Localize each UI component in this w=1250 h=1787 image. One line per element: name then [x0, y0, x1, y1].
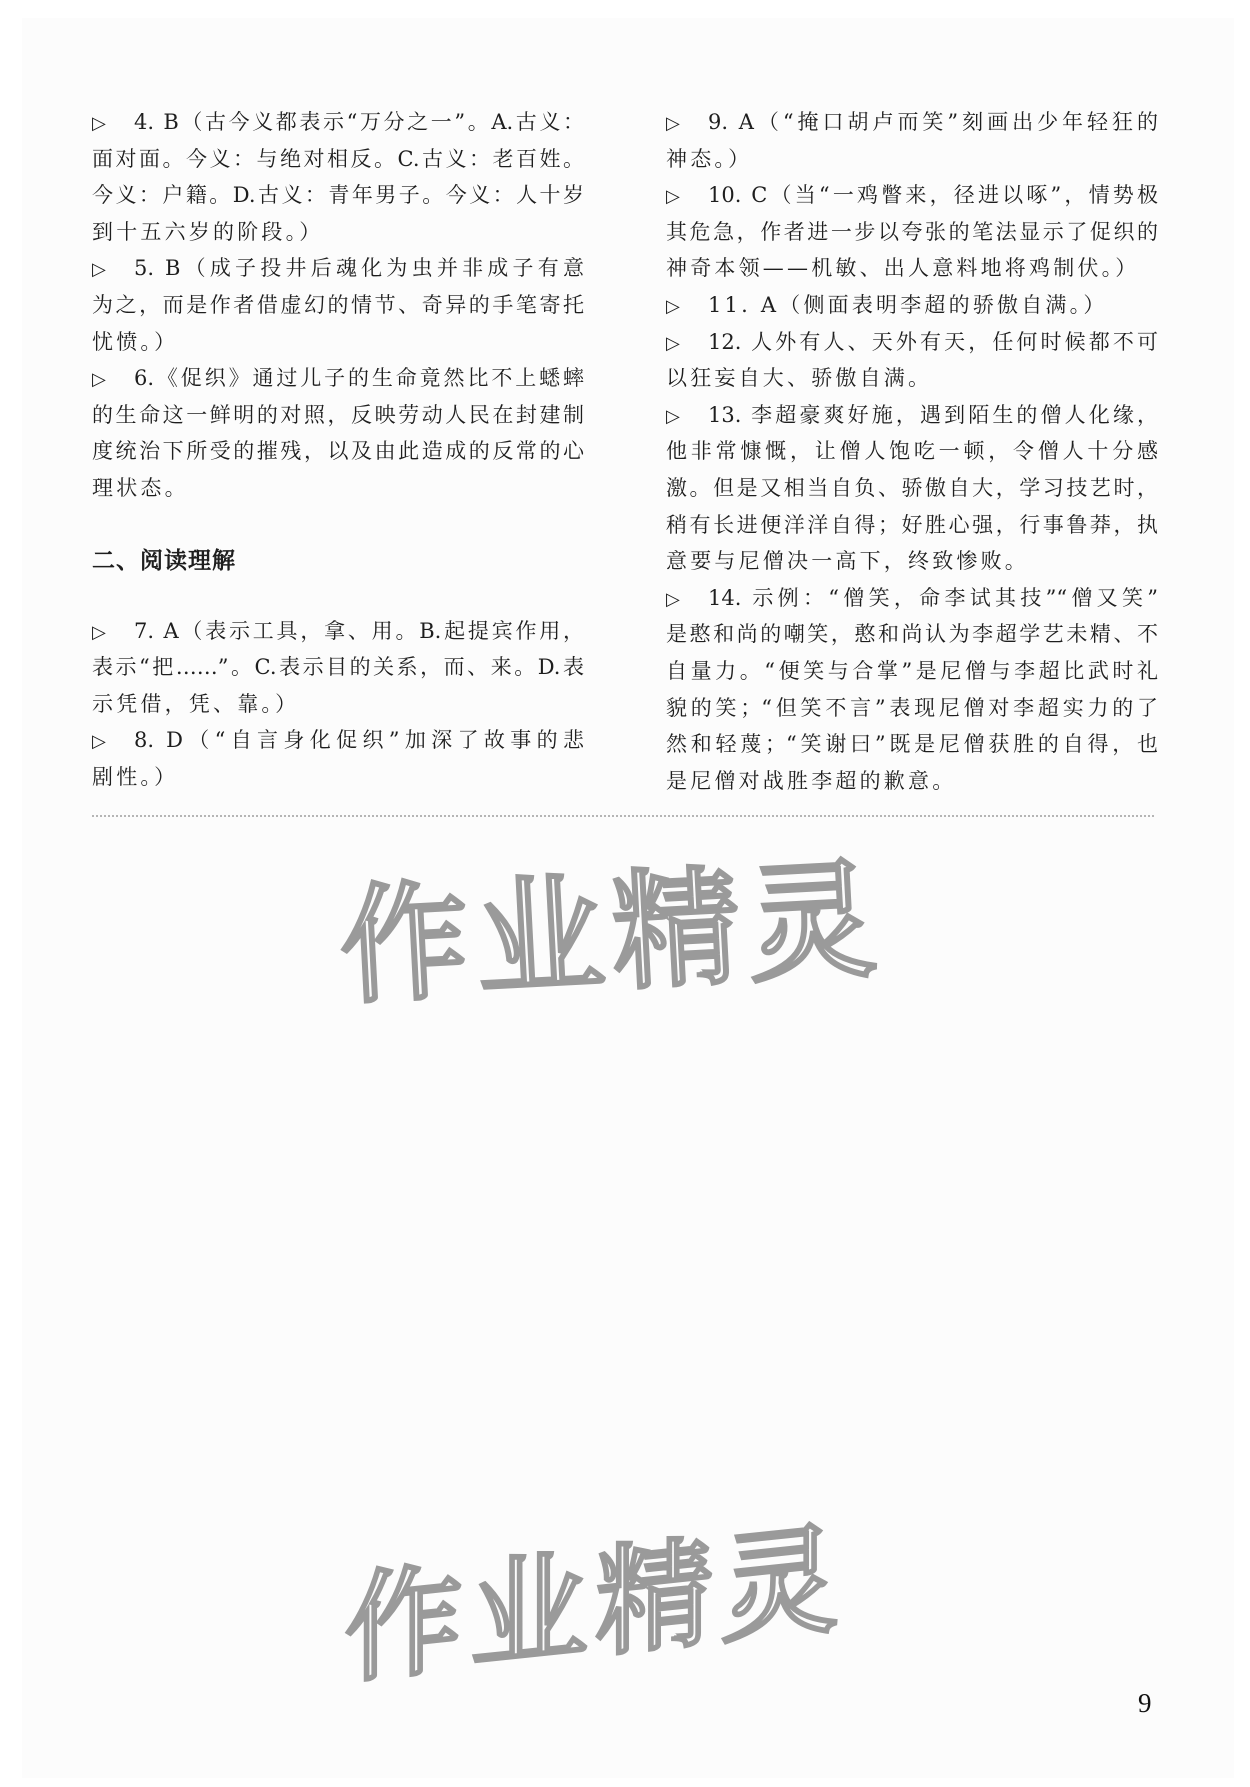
answer-item-8 — [92, 722, 584, 795]
answer-item-9 — [666, 104, 1158, 177]
answer-line — [666, 177, 1158, 214]
answer-line: 以狂妄自大、骄傲自满。 — [666, 366, 933, 391]
answer-text: 11. A（侧面表明李超的骄傲自满。） — [708, 292, 1108, 317]
answer-text: 7. A（表示工具，拿、用。B.起提宾作用， — [134, 618, 584, 643]
triangle-marker-icon: ▷ — [666, 588, 680, 610]
right-column — [666, 104, 1158, 799]
answer-item-11 — [666, 287, 1158, 324]
answer-line: 稍有长进便洋洋自得；好胜心强，行事鲁莽，执 — [666, 512, 1158, 537]
answer-line: 意要与尼僧决一高下，终致惨败。 — [666, 549, 1029, 574]
answer-line: 今义：户籍。D.古义：青年男子。今义：人十岁 — [92, 183, 584, 208]
watermark-upper: 作业精灵 — [336, 845, 888, 1023]
triangle-marker-icon: ▷ — [666, 295, 680, 317]
triangle-marker-icon: ▷ — [92, 113, 106, 134]
answer-line — [92, 613, 584, 650]
answer-line: 剧性。） — [92, 764, 179, 789]
triangle-marker-icon: ▷ — [666, 332, 680, 354]
triangle-marker-icon: ▷ — [92, 621, 106, 643]
answer-line: 其危急，作者进一步以夸张的笔法显示了促织的 — [666, 219, 1158, 244]
answer-text: 14. 示例：“僧笑，命李试其技”“僧又笑” — [708, 585, 1158, 610]
answer-text: 10. C（当“一鸡瞥来，径进以啄”，情势极 — [708, 183, 1158, 208]
answer-item-5 — [92, 250, 584, 360]
answer-text: 12. 人外有人、天外有天，任何时候都不可 — [708, 329, 1158, 354]
triangle-marker-icon: ▷ — [666, 113, 680, 134]
answer-line: 度统治下所受的摧残，以及由此造成的反常的心 — [92, 439, 584, 464]
triangle-marker-icon: ▷ — [92, 369, 106, 391]
watermark-lower: 作业精灵 — [345, 1508, 847, 1700]
answer-text: 13. 李超豪爽好施，遇到陌生的僧人化缘， — [708, 402, 1158, 427]
answer-line: 面对面。今义：与绝对相反。C.古义：老百姓。 — [92, 146, 584, 171]
answer-item-4 — [92, 104, 584, 250]
answer-line — [666, 324, 1158, 361]
answer-line — [92, 722, 584, 759]
answer-line — [666, 287, 1158, 324]
triangle-marker-icon: ▷ — [666, 405, 680, 427]
answer-line: 自量力。“便笑与合掌”是尼僧与李超比武时礼 — [666, 658, 1158, 683]
answer-text: 6.《促织》通过儿子的生命竟然比不上蟋蟀 — [134, 366, 584, 391]
answer-line: 为之，而是作者借虚幻的情节、奇异的手笔寄托 — [92, 292, 584, 317]
answer-item-6 — [92, 360, 584, 506]
answer-line: 忧愤。） — [92, 329, 179, 354]
answer-line: 神奇本领——机敏、出人意料地将鸡制伏。） — [666, 256, 1140, 281]
answer-line — [92, 250, 584, 287]
left-column — [92, 104, 584, 796]
triangle-marker-icon: ▷ — [92, 259, 106, 281]
answer-text: 4. B（古今义都表示“万分之一”。A.古义： — [134, 110, 584, 134]
answer-line: 貌的笑；“但笑不言”表现尼僧对李超实力的了 — [666, 695, 1158, 720]
answer-line: 的生命这一鲜明的对照，反映劳动人民在封建制 — [92, 402, 584, 427]
answer-line — [92, 104, 584, 141]
triangle-marker-icon: ▷ — [666, 186, 680, 208]
dotted-separator — [92, 815, 1154, 817]
answer-line: 理状态。 — [92, 475, 189, 500]
answer-line — [92, 360, 584, 397]
page-number: 9 — [1138, 1688, 1152, 1718]
answer-line — [666, 397, 1158, 434]
answer-line: 是憨和尚的嘲笑，憨和尚认为李超学艺未精、不 — [666, 622, 1158, 647]
answer-text: 5. B（成子投井后魂化为虫并非成子有意 — [134, 256, 584, 281]
answer-text: 9. A（“掩口胡卢而笑”刻画出少年轻狂的 — [708, 110, 1158, 134]
answer-line: 激。但是又相当自负、骄傲自大，学习技艺时， — [666, 475, 1158, 500]
triangle-marker-icon: ▷ — [92, 731, 106, 753]
answer-item-12 — [666, 324, 1158, 397]
answer-line: 示凭借，凭、靠。） — [92, 691, 300, 716]
answer-line: 他非常慷慨，让僧人饱吃一顿，令僧人十分感 — [666, 439, 1158, 464]
answer-item-13 — [666, 397, 1158, 580]
answer-text: 8. D（“自言身化促织”加深了故事的悲 — [134, 728, 584, 753]
answer-item-10 — [666, 177, 1158, 287]
answer-line — [666, 580, 1158, 617]
answer-line: 神态。） — [666, 146, 753, 171]
answer-line — [666, 104, 1158, 141]
answer-line: 表示“把……”。C.表示目的关系，而、来。D.表 — [92, 655, 584, 680]
answer-item-7 — [92, 613, 584, 723]
spacer — [92, 579, 584, 613]
answer-line: 是尼僧对战胜李超的歉意。 — [666, 768, 957, 793]
spacer — [92, 507, 584, 543]
answer-line: 然和轻蔑；“笑谢曰”既是尼僧获胜的自得，也 — [666, 732, 1158, 757]
answer-item-14 — [666, 580, 1158, 800]
answer-line: 到十五六岁的阶段。） — [92, 219, 324, 244]
section-title: 二、阅读理解 — [92, 547, 236, 574]
